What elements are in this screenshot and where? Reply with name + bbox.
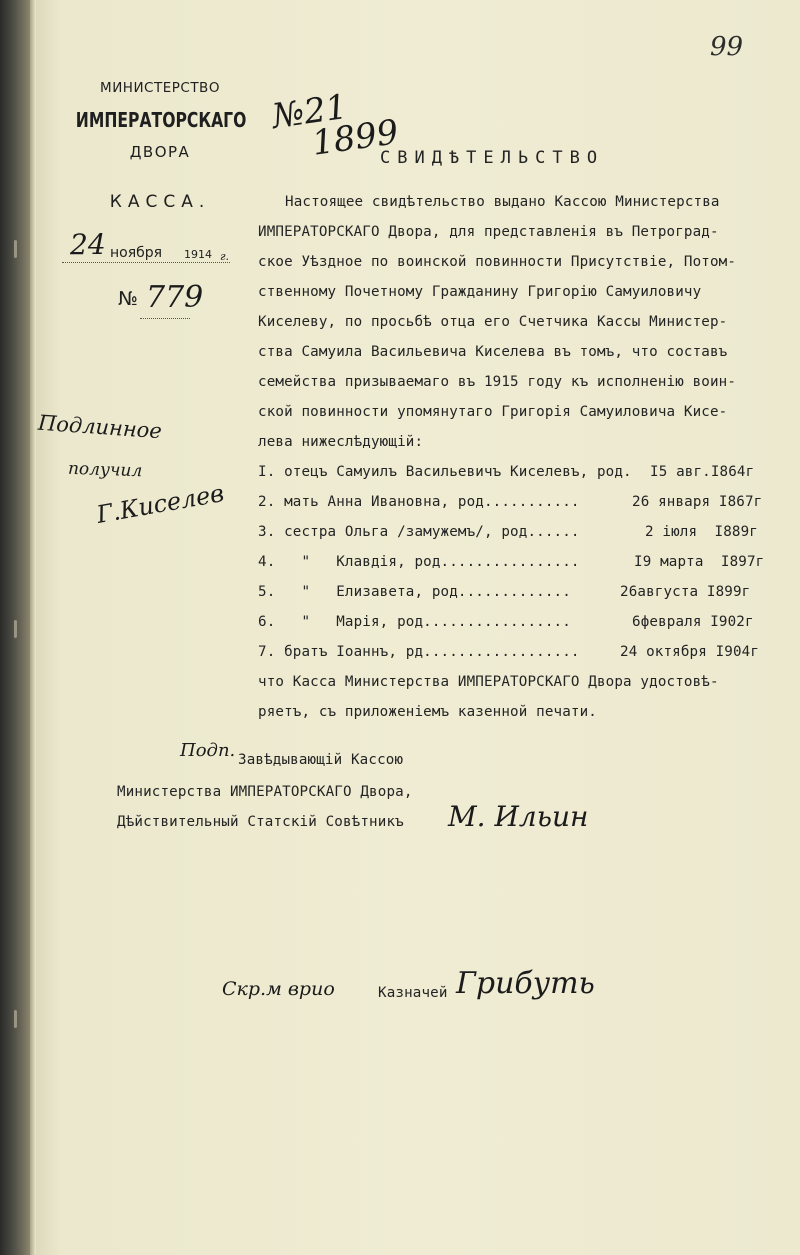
- body-line: ства Самуила Васильевича Киселева въ томъ, что составъ: [258, 344, 728, 360]
- date-year: 1914: [184, 248, 212, 261]
- body-line: Настоящее свидѣтельство выдано Кассою Министерства: [285, 194, 720, 210]
- family-entry: I. отецъ Самуилъ Васильевичъ Киселевъ, род.: [258, 464, 632, 480]
- date-year-suffix: г.: [220, 250, 230, 263]
- date-day: 24: [70, 228, 106, 261]
- family-date: 6февраля I902г: [632, 614, 754, 630]
- number-underline: [140, 318, 190, 319]
- number-value: 779: [146, 280, 204, 315]
- letterhead-court: ДВОРА: [129, 143, 191, 161]
- family-date: 24 октября I904г: [620, 644, 760, 660]
- date-underline: [62, 262, 230, 263]
- margin-note-line: Г.Киселев: [94, 479, 227, 529]
- family-entry: 6. " Марія, род.................: [258, 614, 571, 630]
- date-month: ноября: [110, 245, 163, 261]
- body-line: лева нижеслѣдующій:: [258, 434, 424, 450]
- signatory-line: Дѣйствительный Статскій Совѣтникъ: [117, 814, 404, 830]
- closing-line: ряетъ, съ приложеніемъ казенной печати.: [258, 704, 597, 720]
- family-entry: 4. " Клавдія, род................: [258, 554, 580, 570]
- book-binding: [0, 0, 30, 1255]
- number-sign: №: [118, 288, 138, 310]
- document-title: СВИДѢТЕЛЬСТВО: [380, 148, 605, 168]
- family-date: 2 іюля I889г: [645, 524, 758, 540]
- letterhead-imperial: ИМПЕРАТОРСКАГО: [75, 108, 247, 132]
- family-entry: 3. сестра Ольга /замужемъ/, род......: [258, 524, 580, 540]
- family-entry: 2. мать Анна Ивановна, род...........: [258, 494, 580, 510]
- head-signature: М. Ильин: [448, 800, 589, 833]
- family-entry: 7. братъ Іоаннъ, рд..................: [258, 644, 580, 660]
- treasurer-label: Казначей: [378, 985, 448, 1001]
- pod-prefix: Подп.: [180, 740, 236, 761]
- register-number: №21: [269, 86, 350, 138]
- family-date: 26 января I867г: [632, 494, 763, 510]
- signatory-line: Завѣдывающій Кассою: [238, 752, 404, 768]
- treasurer-signature: Грибуть: [456, 966, 595, 1001]
- family-date: I9 марта I897г: [634, 554, 765, 570]
- body-line: ИМПЕРАТОРСКАГО Двора, для представленія въ Петроград-: [258, 224, 719, 240]
- body-line: Киселеву, по просьбѣ отца его Счетчика Кассы Министер-: [258, 314, 728, 330]
- closing-line: что Касса Министерства ИМПЕРАТОРСКАГО Двора удостовѣ-: [258, 674, 719, 690]
- letterhead-kassa: КАССА.: [109, 192, 211, 212]
- family-date: I5 авг.I864г: [650, 464, 755, 480]
- body-line: семейства призываемаго въ 1915 году къ исполненію воин-: [258, 374, 737, 390]
- body-line: ской повинности упомянутаго Григорія Самуиловича Кисе-: [258, 404, 728, 420]
- skr-prefix: Скр.м врио: [222, 978, 335, 1000]
- register-year: 1899: [309, 112, 401, 164]
- family-date: 26августа I899г: [620, 584, 751, 600]
- signatory-line: Министерства ИМПЕРАТОРСКАГО Двора,: [117, 784, 413, 800]
- page-number: 99: [710, 32, 744, 62]
- margin-note-line: Подлинное: [37, 410, 163, 444]
- margin-note-line: получил: [67, 458, 143, 482]
- body-line: ское Уѣздное по воинской повинности Присутствіе, Потом-: [258, 254, 737, 270]
- letterhead-ministry: МИНИСТЕРСТВО: [100, 80, 220, 96]
- family-entry: 5. " Елизавета, род.............: [258, 584, 571, 600]
- body-line: ственному Почетному Гражданину Григорію Самуиловичу: [258, 284, 702, 300]
